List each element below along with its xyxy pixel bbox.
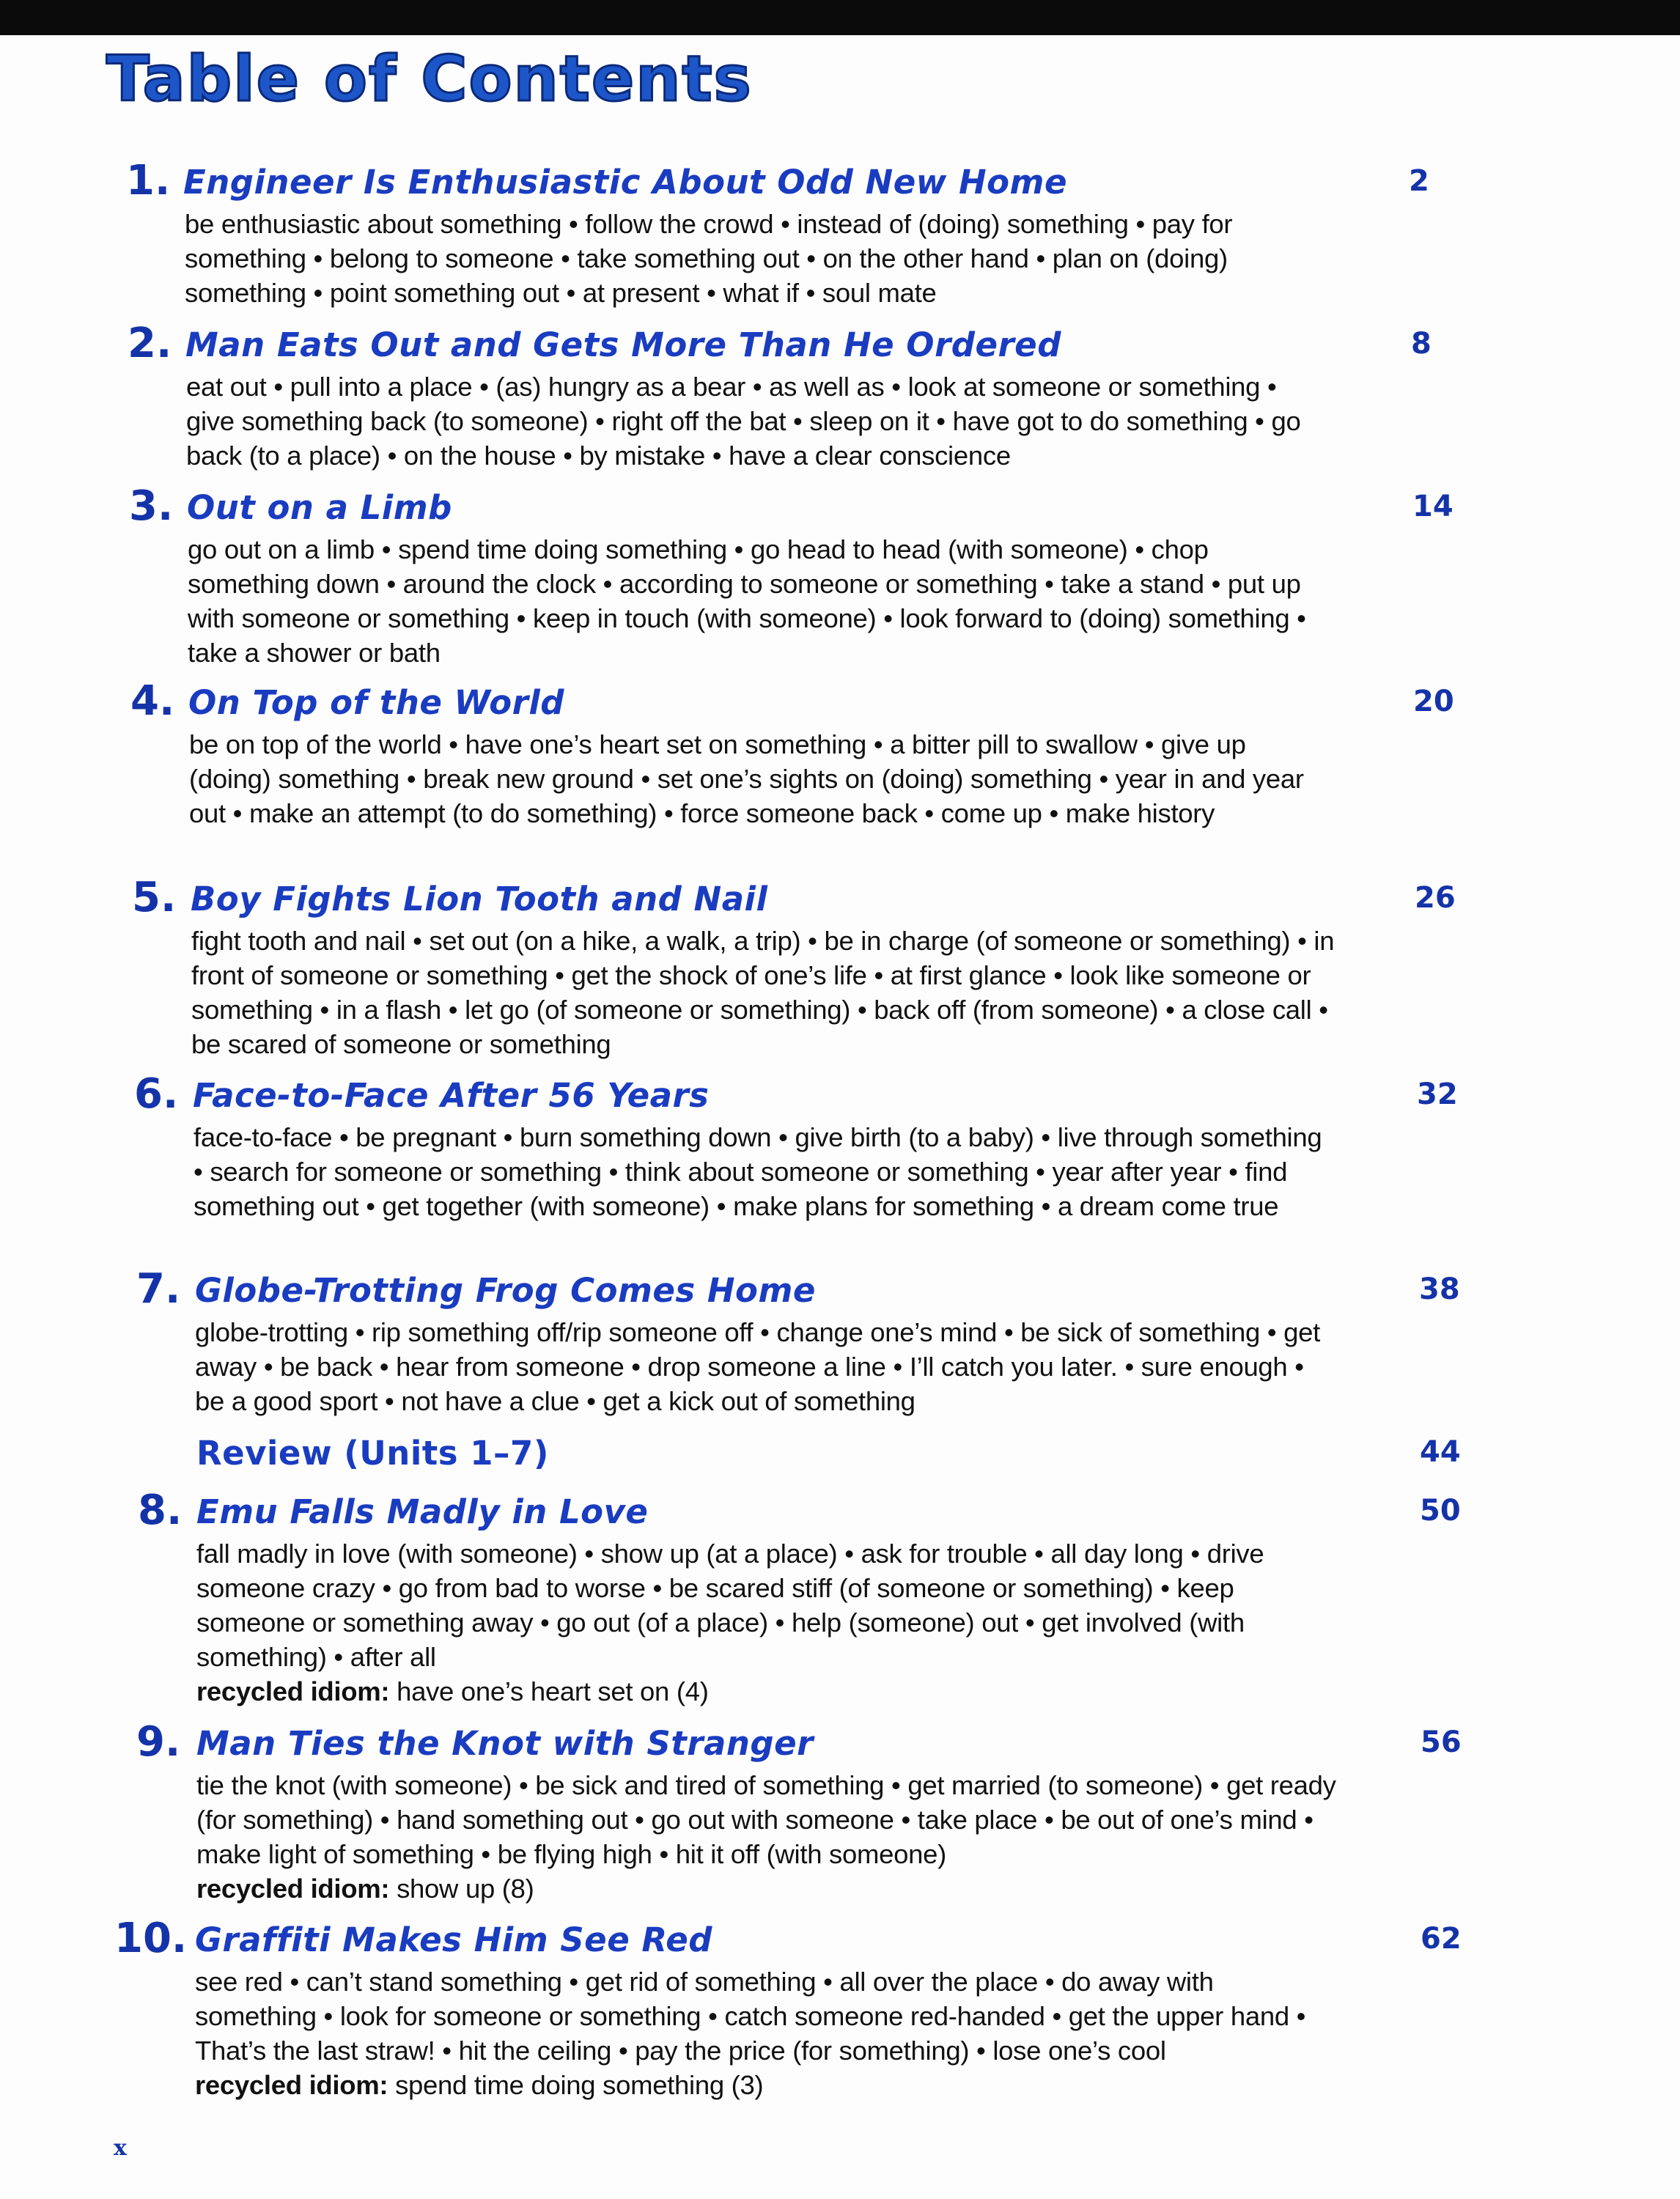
idioms-text: see red • can’t stand something • get rid of something • all over the place • do away with something • look for someone or something • catch someone red-handed • get the upper hand • That’s the last straw! • hit the ceiling • pay the price (for something) • lose one’s cool [195, 1967, 1306, 2066]
page-number: 2 [1409, 164, 1429, 198]
idioms-text: face-to-face • be pregnant • burn something down • give birth (to a baby) • live through something • search for someone or something • think about someone or something • year after year • find something out • get together (with someone) • make plans for something • a dream come true [194, 1122, 1322, 1221]
page-number: 32 [1417, 1078, 1458, 1111]
idioms-text: be enthusiastic about something • follow the crowd • instead of (doing) something • pay for something • belong to someone • take something out • on the other hand • plan on (doing) something • point something out • at present • what if • soul mate [185, 209, 1233, 308]
unit-title: Boy Fights Lion Tooth and Nail [191, 880, 768, 918]
idiom-list [195, 1315, 1338, 1418]
unit-number: 6. [134, 1070, 179, 1118]
page-title: Table of Contents [106, 43, 753, 116]
unit-number: 3. [129, 482, 174, 530]
unit-title: On Top of the World [188, 683, 564, 722]
unit-number: 10. [114, 1915, 188, 1962]
idiom-list [195, 1964, 1338, 2102]
unit-number: 2. [128, 320, 172, 367]
recycled-idiom-label: recycled idiom: [195, 2070, 388, 2100]
idiom-list [189, 727, 1333, 830]
recycled-idiom-value: have one’s heart set on (4) [397, 1676, 709, 1706]
page-number: 38 [1419, 1272, 1460, 1306]
idiom-list [186, 369, 1330, 473]
recycled-idiom-label: recycled idiom: [196, 1676, 390, 1706]
unit-number: 9. [136, 1718, 181, 1766]
unit-title: Review (Units 1–7) [196, 1434, 549, 1473]
idioms-text: be on top of the world • have one’s heart set on something • a bitter pill to swallow • give up (doing) something • break new ground • set one’s sights on (doing) something • year in and year out • make an attempt (to do something) • force someone back • come up • make history [189, 729, 1304, 828]
idiom-list [191, 924, 1335, 1061]
unit-number: 7. [136, 1265, 181, 1313]
recycled-idiom [196, 1674, 1340, 1709]
idiom-list [196, 1768, 1340, 1906]
idioms-text: fight tooth and nail • set out (on a hike, a walk, a trip) • be in charge (of someone or something) • in front of someone or something • get the shock of one’s life • at first glance • look like someone or something • in a flash • let go (of someone or something) • back off (from someone) • a close call • be scared of someone or something [191, 926, 1335, 1059]
idioms-text: tie the knot (with someone) • be sick and tired of something • get married (to someone) • get ready (for something) • hand something out • go out with someone • take place • be out of one’s mind • make light of something • be flying high • hit it off (with someone) [196, 1770, 1336, 1869]
idiom-list [185, 207, 1328, 310]
unit-number: 8. [138, 1487, 183, 1534]
page-number: 14 [1412, 490, 1454, 523]
recycled-idiom-label: recycled idiom: [196, 1874, 390, 1904]
idiom-list [188, 532, 1331, 670]
idioms-text: eat out • pull into a place • (as) hungry as a bear • as well as • look at someone or something • give something back (to someone) • right off the bat • sleep on it • have got to do something • go back (to a place) • on the house • by mistake • have a clear conscience [186, 372, 1301, 471]
page-number: 50 [1420, 1494, 1461, 1528]
idioms-text: globe-trotting • rip something off/rip someone off • change one’s mind • be sick of something • get away • be back • hear from someone • drop someone a line • I’ll catch you later. • sure enough • be a good sport • not have a clue • get a kick out of something [195, 1317, 1321, 1416]
idioms-text: fall madly in love (with someone) • show up (at a place) • ask for trouble • all day long • drive someone crazy • go from bad to worse • be scared stiff (of someone or something) • keep someone or something away • go out (of a place) • help (someone) out • get involved (with something) • after all [196, 1539, 1264, 1672]
page-number: 62 [1421, 1922, 1462, 1956]
recycled-idiom [196, 1871, 1340, 1906]
unit-title: Man Eats Out and Gets More Than He Ordered [185, 325, 1061, 364]
unit-number: 4. [130, 677, 175, 725]
unit-title: Out on a Limb [187, 488, 452, 527]
page-folio: x [114, 2135, 127, 2161]
page-number: 8 [1411, 327, 1432, 361]
top-border [0, 0, 1680, 35]
unit-title: Engineer Is Enthusiastic About Odd New Home [183, 163, 1067, 202]
unit-title: Graffiti Makes Him See Red [195, 1920, 713, 1959]
unit-number: 1. [126, 157, 171, 205]
unit-title: Man Ties the Knot with Stranger [196, 1724, 814, 1763]
idiom-list [196, 1536, 1340, 1709]
idioms-text: go out on a limb • spend time doing something • go head to head (with someone) • chop something down • around the clock • according to someone or something • take a stand • put up with someone or something • keep in touch (with someone) • look forward to (doing) something • take a shower or bath [188, 534, 1306, 668]
unit-title: Globe-Trotting Frog Comes Home [195, 1271, 816, 1310]
unit-title: Face-to-Face After 56 Years [193, 1076, 710, 1115]
recycled-idiom-value: show up (8) [397, 1874, 534, 1904]
unit-title: Emu Falls Madly in Love [196, 1492, 649, 1531]
idiom-list [194, 1120, 1337, 1223]
page-number: 20 [1413, 685, 1454, 718]
recycled-idiom-value: spend time doing something (3) [395, 2070, 764, 2100]
recycled-idiom [195, 2068, 1338, 2102]
page-number: 26 [1415, 881, 1456, 915]
unit-number: 5. [132, 874, 177, 921]
page-number: 44 [1420, 1435, 1461, 1469]
page-number: 56 [1421, 1725, 1462, 1759]
